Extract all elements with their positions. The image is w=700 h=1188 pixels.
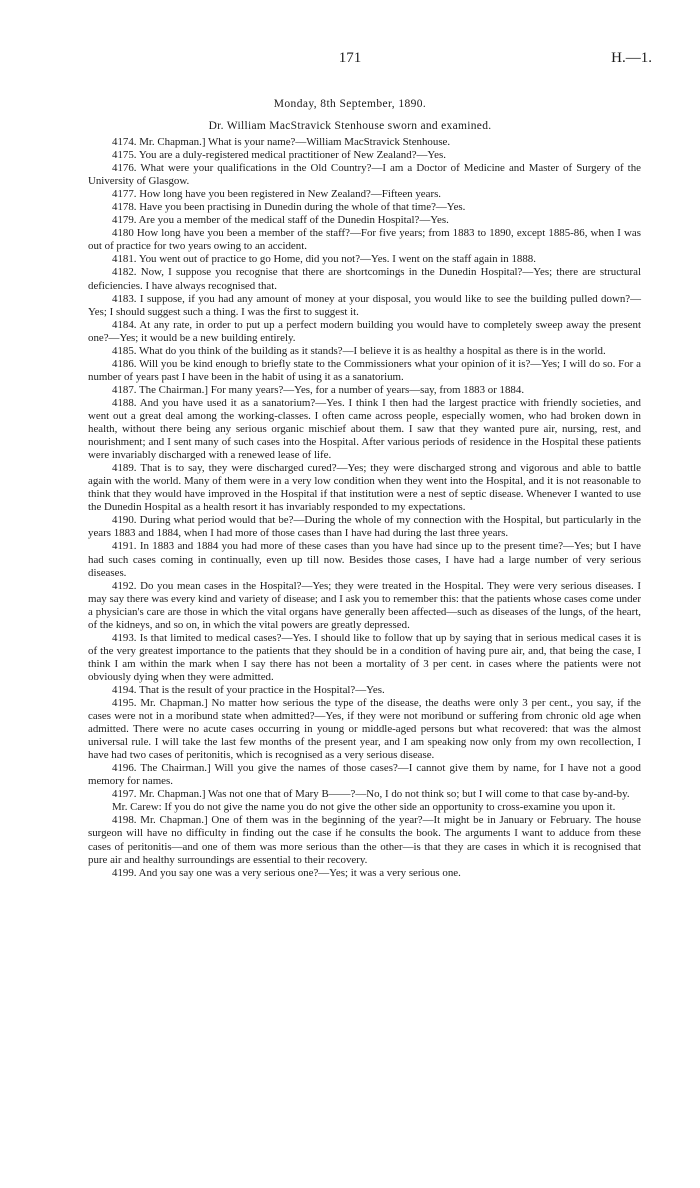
testimony-paragraph: 4188. And you have used it as a sanatorium?—Yes. I think I then had the largest practice with friendly societies, and went out a great deal among the working-classes. I often came across people, especially women, who had broken down in health, without there being any serious organic mischief about them. I saw that they wanted pure air, nursing, rest, and nourishment; and I sent many of such cases into the Hospital. After various periods of residence in the Hospital these patients were invariably discharged with a renewed lease of life. <box>88 396 641 462</box>
testimony-paragraph: 4176. What were your qualifications in the Old Country?—I am a Doctor of Medicine and Master of Surgery of the University of Glasgow. <box>88 162 641 188</box>
testimony-paragraph: 4193. Is that limited to medical cases?—Yes. I should like to follow that up by saying that in serious medical cases it is of the very greatest importance to the patients that they should be in a condition of having pure air, and, that being the case, I think I am within the mark when I say there has not been a mortality of 3 per cent. in cases where the patients were not obviously dying when they were admitted. <box>88 631 641 683</box>
testimony-paragraph: 4175. You are a duly-registered medical practitioner of New Zealand?—Yes. <box>112 149 446 162</box>
testimony-paragraph: 4196. The Chairman.] Will you give the names of those cases?—I cannot give them by name, for I have not a good memory for names. <box>88 762 641 788</box>
testimony-paragraph: 4198. Mr. Chapman.] One of them was in the beginning of the year?—It might be in January or February. The house surgeon will have no difficulty in finding out the case if he consults the book. The arguments I want to adduce from these cases of peritonitis—and one of them was more serious than the other—is that they are cases in which it is recognised that pure air and healthy surroundings are essential to their recovery. <box>88 814 641 866</box>
date-heading: Monday, 8th September, 1890. <box>273 98 427 110</box>
testimony-paragraph: 4184. At any rate, in order to put up a perfect modern building you would have to completely sweep away the present one?—Yes; it would be a new building entirely. <box>88 318 641 344</box>
page-number: 171 <box>338 50 362 66</box>
testimony-paragraph: 4190. During what period would that be?—During the whole of my connection with the Hospital, but particularly in the years 1883 and 1884, when I had more of those cases than I have had during the last three years. <box>88 514 641 540</box>
testimony-paragraph: 4195. Mr. Chapman.] No matter how serious the type of the disease, the deaths were only 3 per cent., you say, if the cases were not in a moribund state when admitted?—Yes, if they were not moribund or suffering from chronic old age when admitted. There were no acute cases occurring in young or middle-aged persons but what recovered: that was the almost universal rule. I will take the last few months of the present year, and I am speaking now only from my own recollection, I have had two cases of peritonitis, which is recognised as a very serious disease. <box>88 697 641 762</box>
testimony-paragraph: 4192. Do you mean cases in the Hospital?—Yes; they were treated in the Hospital. They were very serious diseases. I may say there was every kind and variety of disease; and I ask you to remember this: that the patients whose cases come under a physician's care are those in which the vital organs have generally been affected—such as diseases of the lungs, of the heart, of the kidneys, and so on, in which the vital powers are greatly depressed. <box>88 579 641 631</box>
testimony-paragraph: 4185. What do you think of the building as it stands?—I believe it is as healthy a hospital as there is in the world. <box>112 344 606 357</box>
testimony-paragraph: 4194. That is the result of your practice in the Hospital?—Yes. <box>112 683 385 696</box>
testimony-paragraph: 4186. Will you be kind enough to briefly state to the Commissioners what your opinion of it is?—Yes; I will do so. For a number of years past I have been in the habit of using it as a sanatorium. <box>88 357 641 383</box>
testimony-paragraph: 4199. And you say one was a very serious one?—Yes; it was a very serious one. <box>112 866 461 879</box>
witness-heading: Dr. William MacStravick Stenhouse sworn and examined. <box>208 120 492 132</box>
testimony-paragraph: 4181. You went out of practice to go Home, did you not?—Yes. I went on the staff again in 1888. <box>112 253 536 266</box>
testimony-paragraph: 4179. Are you a member of the medical staff of the Dunedin Hospital?—Yes. <box>112 214 449 227</box>
testimony-body <box>88 136 641 880</box>
testimony-paragraph: 4197. Mr. Chapman.] Was not one that of Mary B——?—No, I do not think so; but I will come to that case by-and-by. <box>112 788 630 801</box>
document-reference: H.—1. <box>611 50 652 66</box>
testimony-paragraph: 4180 How long have you been a member of the staff?—For five years; from 1883 to 1890, except 1885-86, when I was out of practice for two years owing to an accident. <box>88 227 641 253</box>
testimony-paragraph: 4177. How long have you been registered in New Zealand?—Fifteen years. <box>112 188 442 201</box>
testimony-paragraph: 4178. Have you been practising in Dunedin during the whole of that time?—Yes. <box>112 201 466 214</box>
testimony-paragraph: 4189. That is to say, they were discharged cured?—Yes; they were discharged strong and vigorous and able to battle again with the world. Many of them were in a very low condition when they went into the Hospital, and it is not reasonable to think that they would have improved in the Hospital if that institution were a nest of septic disease. Whenever I wanted to use the Dunedin Hospital as a health resort it has invariably responded to my expectations. <box>88 462 641 514</box>
testimony-paragraph: 4182. Now, I suppose you recognise that there are shortcomings in the Dunedin Hospital?—Yes; there are structural deficiencies. I have always recognised that. <box>88 266 641 292</box>
testimony-paragraph: 4183. I suppose, if you had any amount of money at your disposal, you would like to see the building pulled down?—Yes; I should suggest such a thing. I was the first to suggest it. <box>88 292 641 318</box>
testimony-paragraph: Mr. Carew: If you do not give the name you do not give the other side an opportunity to cross-examine you upon it. <box>112 801 616 814</box>
testimony-paragraph: 4187. The Chairman.] For many years?—Yes, for a number of years—say, from 1883 or 1884. <box>112 383 525 396</box>
testimony-paragraph: 4191. In 1883 and 1884 you had more of these cases than you have had since up to the present time?—Yes; but I have had such cases coming in continually, even up till now. Besides those cases, I have had a large number of very serious diseases. <box>88 540 641 579</box>
testimony-paragraph: 4174. Mr. Chapman.] What is your name?—William MacStravick Stenhouse. <box>112 136 451 148</box>
